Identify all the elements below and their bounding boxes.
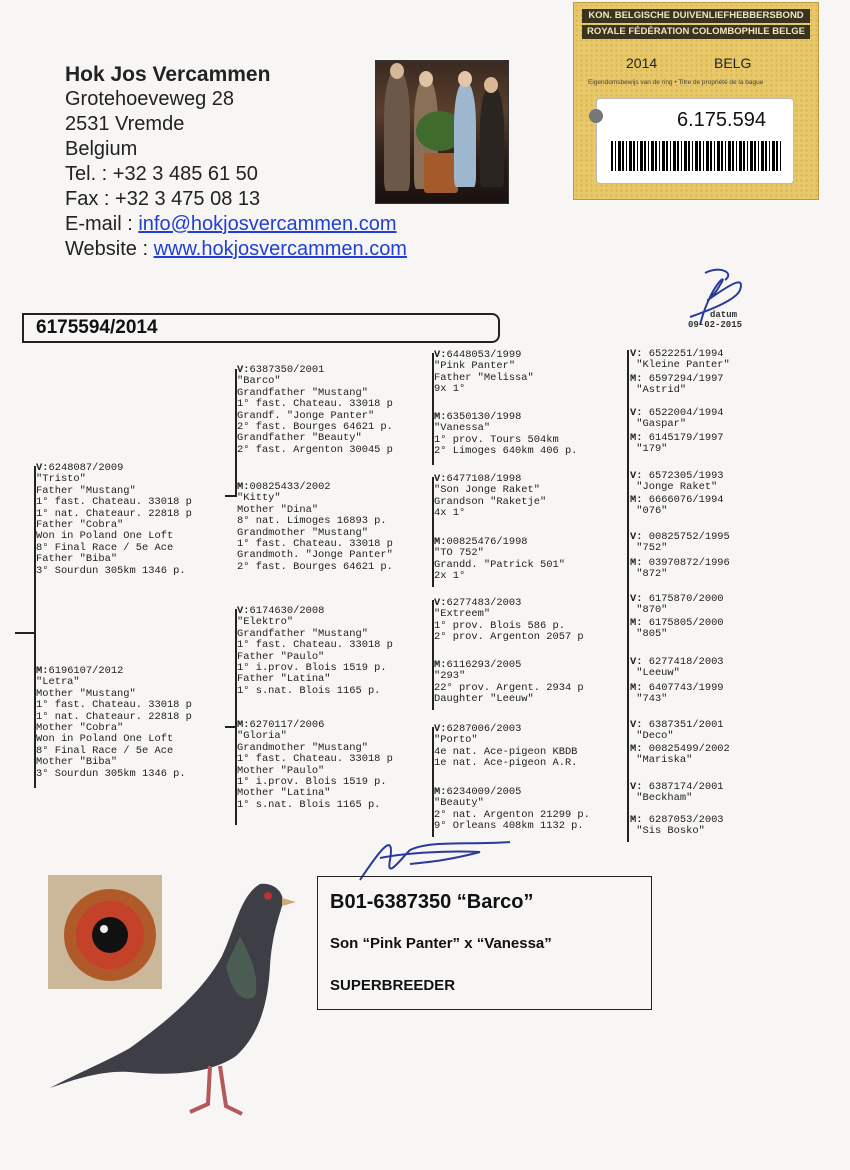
website-link[interactable]: www.hokjosvercammen.com — [153, 238, 407, 260]
gen4-entry: M: 6666076/1994 "076" — [630, 494, 724, 518]
ring-number-card — [596, 98, 794, 184]
gen3-entry: M:6350130/1998 "Vanessa" 1° prov. Tours 504km 2° Limoges 640km 406 p. — [434, 411, 578, 458]
loft-name: Hok Jos Vercammen — [65, 63, 271, 86]
connector — [225, 726, 237, 728]
ring-certificate-label — [573, 2, 819, 200]
email-row — [65, 212, 407, 237]
ownership-note: Eigendomsbewijs van de ring • Titre de propriété de la bague — [588, 79, 764, 86]
punch-hole — [589, 109, 603, 123]
gen4-entry: V: 6572305/1993 "Jonge Raket" — [630, 470, 724, 494]
pigeon-id: 6175594/2014 — [36, 317, 158, 338]
city: 2531 Vremde — [65, 113, 185, 135]
gen3-entry: V:6477108/1998 "Son Jonge Raket" Grandson "Raketje" 4x 1° — [434, 473, 547, 520]
email-label: E-mail : — [65, 213, 139, 235]
gen4-entry: M: 03970872/1996 "872" — [630, 557, 730, 581]
featured-note: SUPERBREEDER — [330, 977, 456, 994]
gen3-entry: V:6277483/2003 "Extreem" 1° prov. Blois 586 p. 2° prov. Argenton 2057 p — [434, 597, 584, 644]
gen4-entry: V: 6175870/2000 "870" — [630, 593, 724, 617]
ring-number: 6.175.594 — [677, 109, 766, 131]
country: Belgium — [65, 138, 138, 160]
gen3-entry: V:6448053/1999 "Pink Panter" Father "Melissa" 9x 1° — [434, 349, 534, 396]
granddam-paternal: M:00825433/2002 "Kitty" Mother "Dina" 8° nat. Limoges 16893 p. Grandmother "Mustang" 1° fast. Chateau. 33018 p Grandmoth. "Jonge Panter" 2° fast. Bourges 64621 p. — [237, 481, 393, 573]
email-link[interactable]: info@hokjosvercammen.com — [138, 213, 397, 235]
gen4-entry: V: 6522251/1994 "Kleine Panter" — [630, 348, 730, 372]
featured-parents: Son “Pink Panter” x “Vanessa” — [330, 935, 552, 952]
gen4-entry: V: 6387174/2001 "Beckham" — [630, 781, 724, 805]
datum-stamp — [688, 310, 742, 330]
connector — [15, 632, 35, 634]
barcode — [611, 141, 781, 171]
gen4-entry: V: 00825752/1995 "752" — [630, 531, 730, 555]
gen4-entry: M: 00825499/2002 "Mariska" — [630, 743, 730, 767]
connector — [225, 495, 237, 497]
fax: Fax : +32 3 475 08 13 — [65, 188, 261, 210]
featured-box — [317, 876, 652, 1010]
ring-country: BELG — [714, 55, 752, 71]
telephone: Tel. : +32 3 485 61 50 — [65, 163, 258, 185]
granddam-maternal: M:6270117/2006 "Gloria" Grandmother "Mustang" 1° fast. Chateau. 33018 p Mother "Paulo" 1° i.prov. Blois 1519 p. Mother "Latina" 1° s.nat. Blois 1165 p. — [237, 719, 393, 811]
pigeon-id-box — [22, 313, 500, 343]
sire-entry: V:6248087/2009 "Tristo" Father "Mustang" 1° fast. Chateau. 33018 p 1° nat. Chateaur. 22818 p Father "Cobra" Won in Poland One Loft 8° Final Race / 5e Ace Father "Biba" 3° Sourdun 305km 1346 p. — [36, 462, 192, 577]
gen4-entry: M: 6407743/1999 "743" — [630, 682, 724, 706]
pigeon-illustration — [50, 876, 300, 1122]
street: Grotehoeveweg 28 — [65, 88, 235, 110]
gen4-entry: M: 6145179/1997 "179" — [630, 432, 724, 456]
federation-name-fr: ROYALE FÉDÉRATION COLOMBOPHILE BELGE — [582, 25, 810, 39]
datum-label: datum — [710, 310, 738, 320]
federation-name-nl: KON. BELGISCHE DUIVENLIEFHEBBERSBOND — [582, 9, 810, 23]
gen3-entry: M:00825476/1998 "TO 752" Grandd. "Patrick 501" 2x 1° — [434, 536, 565, 583]
grandsire-maternal: V:6174630/2008 "Elektro" Grandfather "Mustang" 1° fast. Chateau. 33018 p Father "Paulo" 1° i.prov. Blois 1519 p. Father "Latina" 1° s.nat. Blois 1165 p. — [237, 605, 393, 697]
gen4-entry: V: 6522004/1994 "Gaspar" — [630, 407, 724, 431]
gen3-entry: M:6116293/2005 "293" 22° prov. Argent. 2934 p Daughter "Leeuw" — [434, 659, 584, 706]
website-label: Website : — [65, 238, 154, 260]
gen4-entry: V: 6277418/2003 "Leeuw" — [630, 656, 724, 680]
website-row — [65, 237, 407, 262]
connector — [627, 350, 629, 842]
contact-block — [65, 62, 407, 262]
datum-value: 09-02-2015 — [688, 320, 743, 330]
gen3-entry: V:6287006/2003 "Porto" 4e nat. Ace-pigeon KBDB 1e nat. Ace-pigeon A.R. — [434, 723, 578, 770]
grandsire-paternal: V:6387350/2001 "Barco" Grandfather "Mustang" 1° fast. Chateau. 33018 p Grandf. "Jonge Panter" 2° fast. Bourges 64621 p. Grandfather "Beauty" 2° fast. Argenton 30045 p — [237, 364, 393, 456]
gen4-entry: M: 6597294/1997 "Astrid" — [630, 373, 724, 397]
gen4-entry: M: 6175805/2000 "805" — [630, 617, 724, 641]
ring-year: 2014 — [626, 55, 658, 71]
team-photo — [375, 60, 509, 204]
dam-entry: M:6196107/2012 "Letra" Mother "Mustang" 1° fast. Chateau. 33018 p 1° nat. Chateaur. 22818 p Mother "Cobra" Won in Poland One Loft 8° Final Race / 5e Ace Mother "Biba" 3° Sourdun 305km 1346 p. — [36, 665, 192, 780]
gen3-entry: M:6234009/2005 "Beauty" 2° nat. Argenton 21299 p. 9° Orleans 408km 1132 p. — [434, 786, 590, 833]
gen4-entry: M: 6287053/2003 "Sis Bosko" — [630, 814, 724, 838]
gen4-entry: V: 6387351/2001 "Deco" — [630, 719, 724, 743]
featured-title: B01-6387350 “Barco” — [330, 891, 534, 913]
